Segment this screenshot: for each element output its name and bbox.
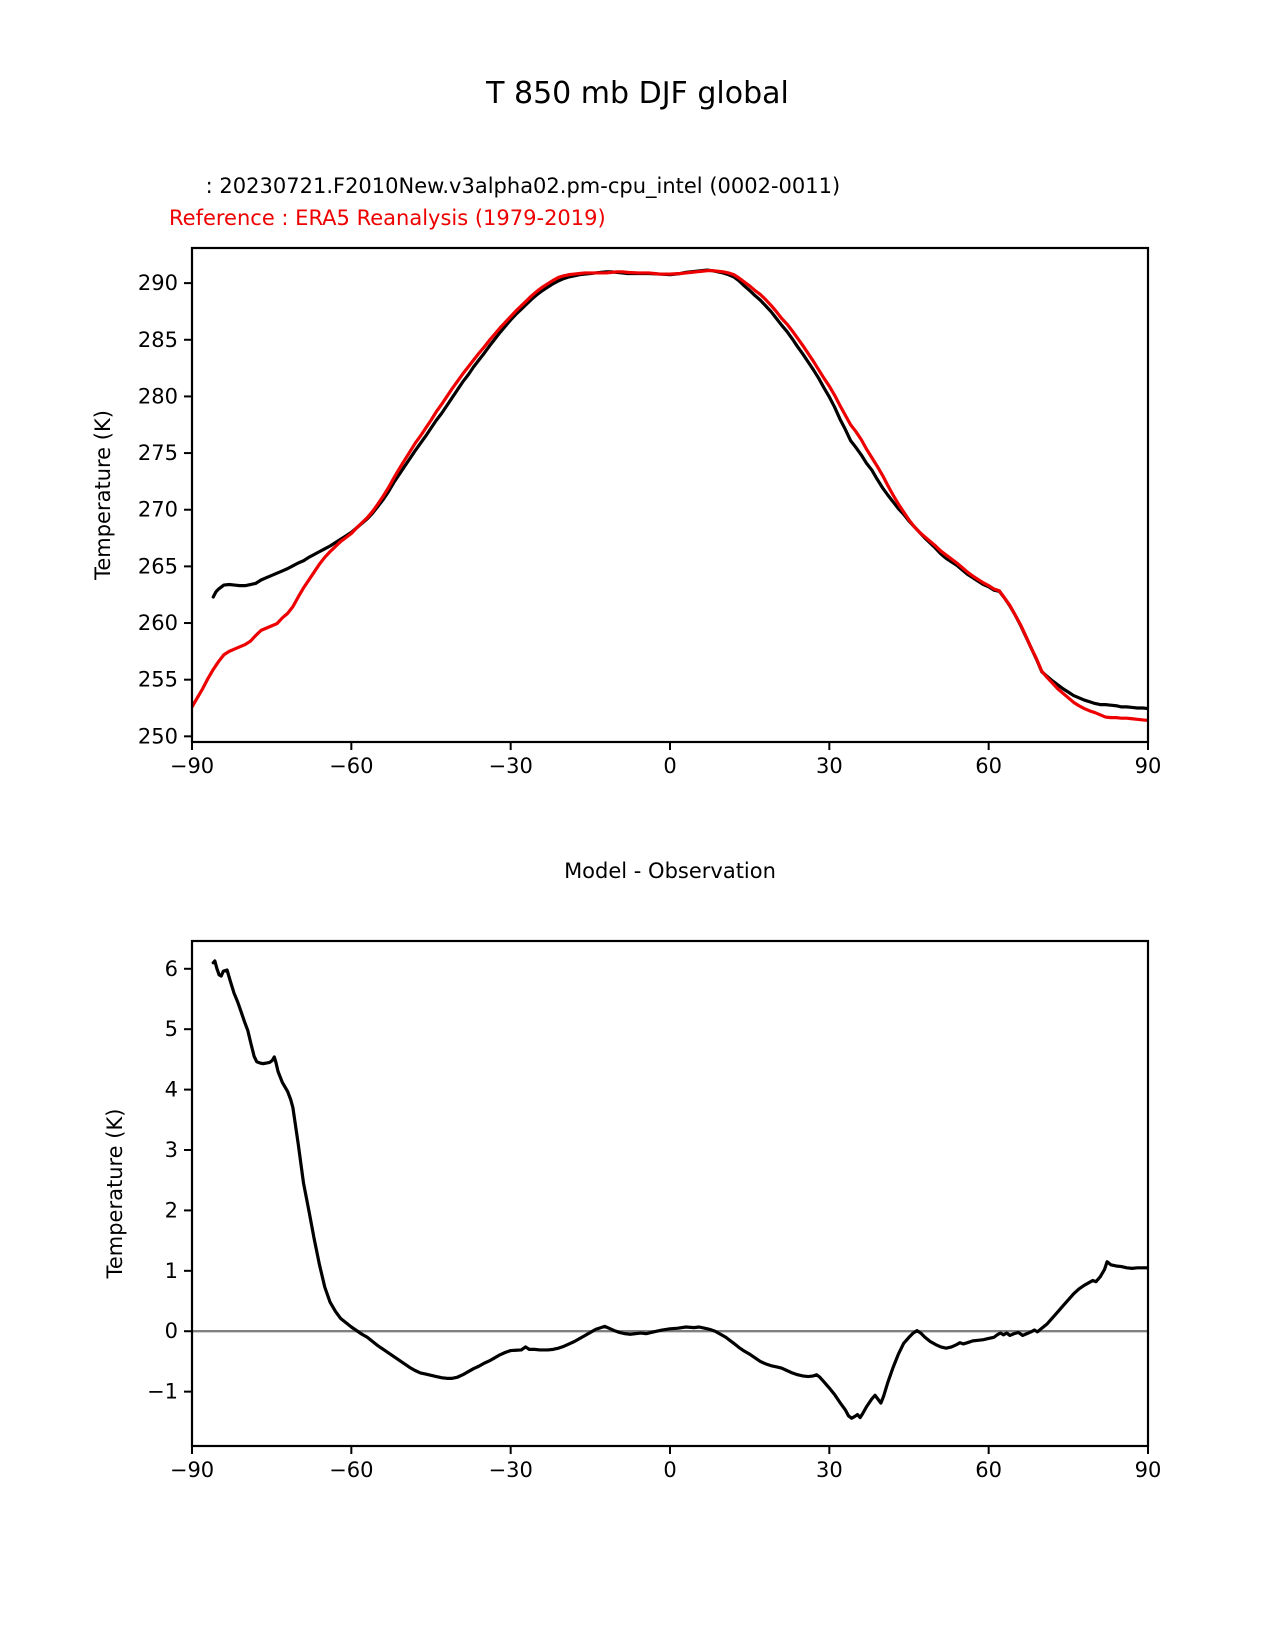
- x-tick-label: −60: [329, 754, 374, 778]
- y-tick-label: 285: [137, 327, 178, 352]
- x-tick-label: 90: [1134, 754, 1162, 778]
- x-tick-label: 60: [975, 754, 1003, 778]
- y-tick-label: 6: [164, 956, 178, 981]
- reference-curve: [192, 271, 1148, 721]
- y-axis-label: Temperature (K): [91, 410, 115, 580]
- y-tick-label: 1: [164, 1258, 178, 1283]
- figure-title: T 850 mb DJF global: [486, 76, 789, 111]
- y-tick-label: 275: [137, 441, 178, 466]
- x-tick-label: 90: [1134, 1458, 1162, 1482]
- x-tick-label: 30: [815, 1458, 843, 1482]
- y-tick-label: 3: [164, 1138, 178, 1163]
- y-tick-label: 265: [137, 554, 178, 579]
- plot-frame: [192, 941, 1148, 1446]
- y-tick-label: 5: [164, 1017, 178, 1042]
- y-tick-label: 270: [137, 497, 178, 522]
- model-minus-observation-canvas: [103, 941, 1162, 1482]
- y-tick-label: 0: [164, 1319, 178, 1344]
- x-tick-label: −90: [169, 1458, 215, 1482]
- plot-frame: [192, 248, 1148, 742]
- x-tick-label: −30: [488, 754, 533, 778]
- model-run-label: : 20230721.F2010New.v3alpha02.pm-cpu_intel (0002-0011): [199, 174, 841, 198]
- y-tick-label: 4: [164, 1077, 178, 1102]
- x-tick-label: −90: [169, 754, 215, 778]
- y-tick-label: −1: [147, 1379, 178, 1404]
- difference-curve: [213, 961, 1148, 1418]
- x-tick-label: 0: [663, 1458, 677, 1482]
- x-tick-label: −60: [329, 1458, 374, 1482]
- y-tick-label: 2: [164, 1198, 178, 1223]
- y-tick-label: 290: [137, 271, 178, 296]
- y-tick-label: 255: [137, 667, 178, 692]
- x-tick-label: 0: [663, 754, 677, 778]
- temperature-profile-canvas: [91, 248, 1162, 778]
- x-tick-label: 60: [975, 1458, 1003, 1482]
- y-tick-label: 260: [137, 611, 178, 636]
- x-tick-label: −30: [488, 1458, 533, 1482]
- temperature-profile-plot: [91, 248, 1162, 778]
- difference-plot-title: Model - Observation: [564, 859, 776, 883]
- x-tick-label: 30: [815, 754, 843, 778]
- y-tick-label: 250: [137, 724, 178, 749]
- y-tick-label: 280: [137, 384, 178, 409]
- reference-dataset-label: Reference : ERA5 Reanalysis (1979-2019): [169, 206, 606, 230]
- model-curve: [213, 270, 1148, 708]
- y-axis-label: Temperature (K): [103, 1108, 127, 1279]
- model-minus-observation-plot: [103, 941, 1162, 1482]
